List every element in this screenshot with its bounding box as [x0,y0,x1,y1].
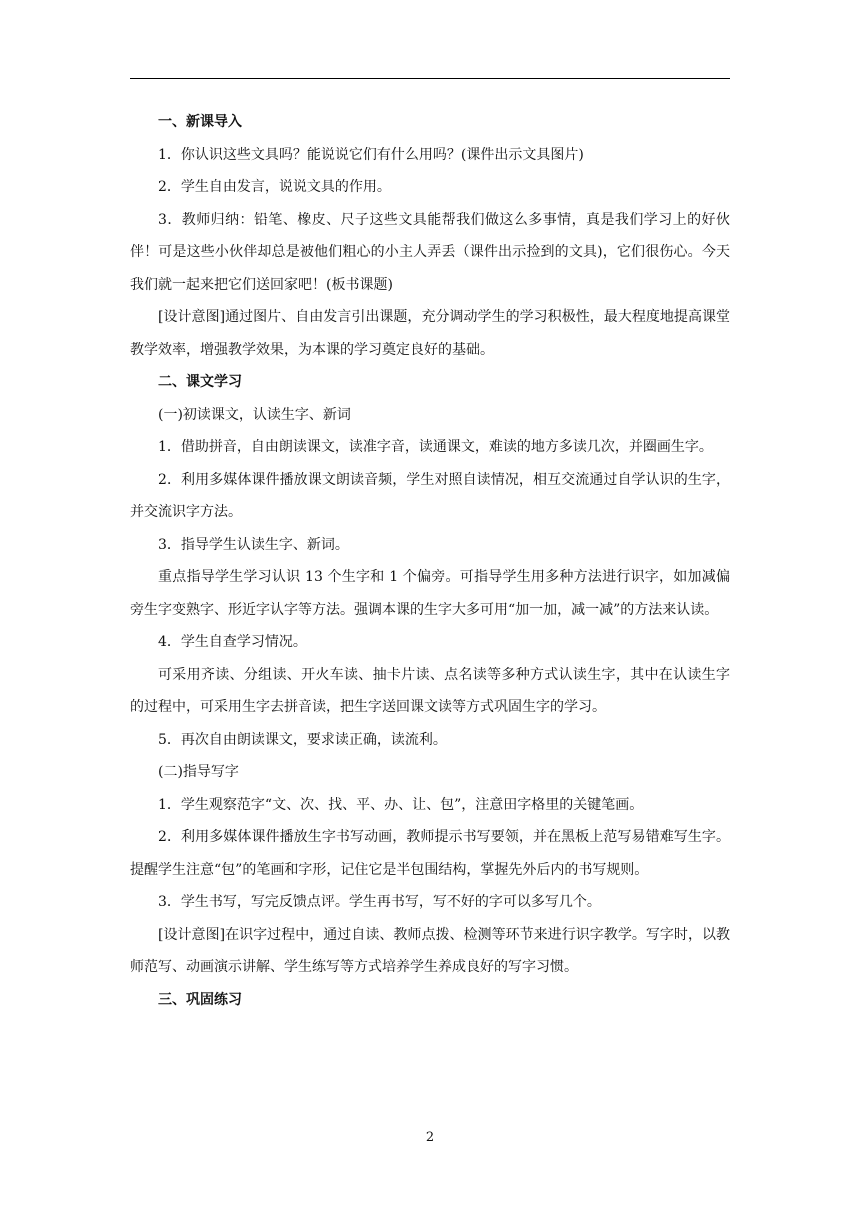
section-heading-practice: 三、巩固练习 [158,991,242,1008]
header-rule [130,78,730,79]
paragraph: 1．借助拼音，自由朗读课文，读准字音，读通课文，难读的地方多读几次，并圈画生字。 [158,439,713,455]
paragraph: 3．指导学生认读生字、新词。 [158,536,349,553]
paragraph: 2．利用多媒体课件播放生字书写动画，教师提示书写要领，并在黑板上范写易错难写生字。提醒学生注意“包”的笔画和字形，记住它是半包围结构，掌握先外后内的书写规则。 [130,829,730,878]
page-number: 2 [425,1130,435,1145]
paragraph: 5．再次自由朗读课文，要求读正确，读流利。 [158,731,447,748]
paragraph: 3．教师归纳：铅笔、橡皮、尺子这些文具能帮我们做这么多事情，真是我们学习上的好伙伴！可是这些小伙伴却总是被他们粗心的小主人弄丢（课件出示捡到的文具)，它们很伤心。今天我们就一起来把它们送回家吧！(板书课题) [130,211,730,293]
paragraph: 2．学生自由发言，说说文具的作用。 [158,179,391,195]
design-intent-paragraph: [设计意图]通过图片、自由发言引出课题，充分调动学生的学习积极性，最大程度地提高课堂教学效率，增强教学效果，为本课的学习奠定良好的基础。 [130,309,730,358]
subsection-heading: (二)指导写字 [158,764,239,780]
paragraph: 3．学生书写，写完反馈点评。学生再书写，写不好的字可以多写几个。 [158,894,601,910]
section-heading-intro: 一、新课导入 [158,114,242,130]
paragraph: 重点指导学生学习认识 13 个生字和 1 个偏旁。可指导学生用多种方法进行识字，如加减偏旁生字变熟字、形近字认字等方法。强调本课的生字大多可用“加一加，减一减”的方法来认读。 [130,569,730,618]
paragraph: 4．学生自查学习情况。 [158,634,307,650]
paragraph: 可采用齐读、分组读、开火车读、抽卡片读、点名读等多种方式认读生字，其中在认读生字的过程中，可采用生字去拼音读，把生字送回课文读等方式巩固生字的学习。 [130,666,730,715]
section-heading-text-study: 二、课文学习 [158,374,242,390]
design-intent-paragraph: [设计意图]在识字过程中，通过自读、教师点拨、检测等环节来进行识字教学。写字时，以教师范写、动画演示讲解、学生练写等方式培养学生养成良好的写字习惯。 [130,926,730,975]
subsection-heading: (一)初读课文，认读生字、新词 [158,406,351,423]
paragraph: 1．你认识这些文具吗？能说说它们有什么用吗？(课件出示文具图片) [158,146,584,163]
paragraph: 2．利用多媒体课件播放课文朗读音频，学生对照自读情况，相互交流通过自学认识的生字，并交流识字方法。 [130,471,730,520]
document-body [130,106,730,1016]
paragraph: 1．学生观察范字“文、次、找、平、办、让、包”，注意田字格里的关键笔画。 [158,796,644,813]
